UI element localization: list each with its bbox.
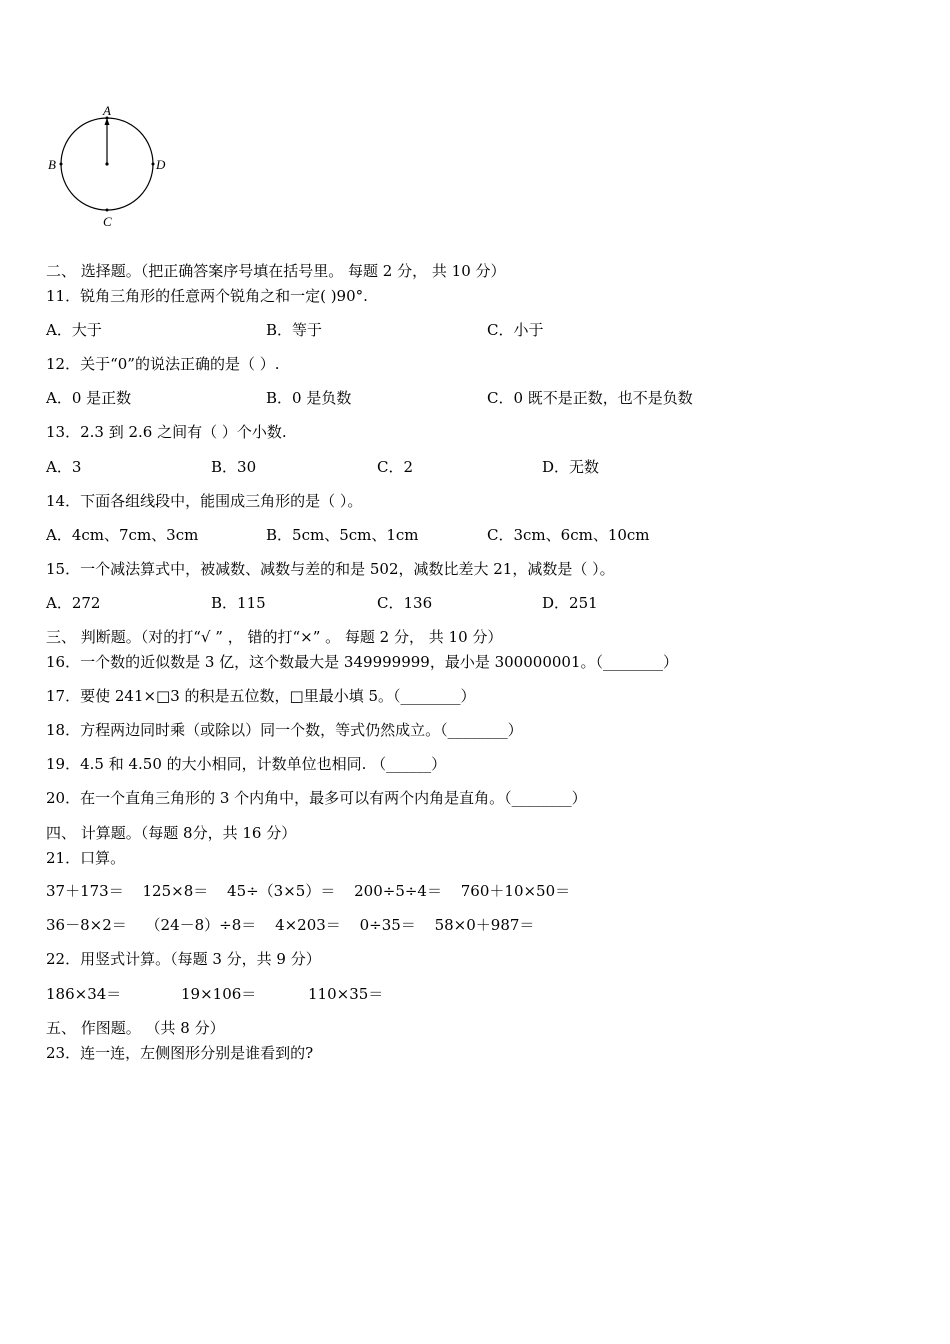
calc-item: 4×203＝ [275,916,341,934]
calc-item: 125×8＝ [142,882,209,900]
q12-stem: 12．关于“0”的说法正确的是（ ）. [46,355,280,373]
section-3-title: 三、 判断题。（对的打“√ ” ， 错的打“×” 。 每题 2 分， 共 10 分） [46,628,503,646]
calc-item: 0÷35＝ [359,916,416,934]
q11-option-a: A．大于 [46,321,102,339]
calc-item: 37＋173＝ [46,882,124,900]
q18-text: 18．方程两边同时乘（或除以）同一个数，等式仍然成立。（________） [46,721,523,739]
circle-diagram [44,100,176,232]
q11-option-b: B．等于 [266,321,323,339]
point-c [106,209,109,212]
section-4-title: 四、 计算题。（每题 8分，共 16 分） [46,824,297,842]
label-c: C [103,214,112,229]
calc-item: （24－8）÷8＝ [145,916,257,934]
q11-option-c: C．小于 [487,321,544,339]
section-5-title: 五、 作图题。 （共 8 分） [46,1019,225,1037]
q19-text: 19．4.5 和 4.50 的大小相同，计数单位也相同. （______） [46,755,447,773]
circle-figure [44,100,176,232]
q13-option-b: B．30 [211,458,257,476]
q13-option-c: C．2 [377,458,414,476]
q21-stem: 21．口算。 [46,849,126,867]
point-b [60,163,63,166]
q17-text: 17．要使 241×□3 的积是五位数，□里最小填 5。（________） [46,687,476,705]
q13-stem: 13．2.3 到 2.6 之间有（ ）个小数. [46,423,287,441]
q15-option-a: A．272 [46,594,101,612]
q15-stem: 15．一个减法算式中，被减数、减数与差的和是 502，减数比差大 21，减数是（ ）。 [46,560,615,578]
calc-item: 36－8×2＝ [46,916,127,934]
calc-item: 58×0＋987＝ [434,916,535,934]
q14-option-c: C．3cm、6cm、10cm [487,526,650,544]
calc-item: 45÷（3×5）＝ [227,882,336,900]
q14-option-a: A．4cm、7cm、3cm [46,526,199,544]
q11-stem: 11．锐角三角形的任意两个锐角之和一定( )90°. [46,287,368,305]
q14-option-b: B．5cm、5cm、1cm [266,526,419,544]
q16-text: 16．一个数的近似数是 3 亿，这个数最大是 349999999，最小是 300000001。（________） [46,653,678,671]
q23-text: 23．连一连，左侧图形分别是谁看到的? [46,1044,314,1062]
q14-stem: 14．下面各组线段中，能围成三角形的是（ ）。 [46,492,363,510]
label-a: A [103,103,111,118]
q22-item-1: 186×34＝ [46,985,122,1003]
q13-option-d: D．无数 [542,458,600,476]
q15-option-d: D．251 [542,594,598,612]
label-d: D [156,157,166,172]
q20-text: 20．在一个直角三角形的 3 个内角中，最多可以有两个内角是直角。（________） [46,789,587,807]
q15-option-c: C．136 [377,594,433,612]
q13-option-a: A．3 [46,458,82,476]
section-2-title: 二、 选择题。（把正确答案序号填在括号里。 每题 2 分， 共 10 分） [46,262,506,280]
q21-row-2 [46,915,548,935]
center-point [105,162,108,165]
calc-item: 760＋10×50＝ [460,882,571,900]
calc-item: 200÷5÷4＝ [354,882,442,900]
q15-option-b: B．115 [211,594,266,612]
q12-option-b: B．0 是负数 [266,389,352,407]
q22-stem: 22．用竖式计算。（每题 3 分，共 9 分） [46,950,321,968]
q22-item-2: 19×106＝ [181,985,257,1003]
point-d [152,163,155,166]
q22-item-3: 110×35＝ [308,985,384,1003]
q21-row-1 [46,881,584,901]
label-b: B [48,157,56,172]
q12-option-c: C．0 既不是正数，也不是负数 [487,389,693,407]
q12-option-a: A．0 是正数 [46,389,132,407]
